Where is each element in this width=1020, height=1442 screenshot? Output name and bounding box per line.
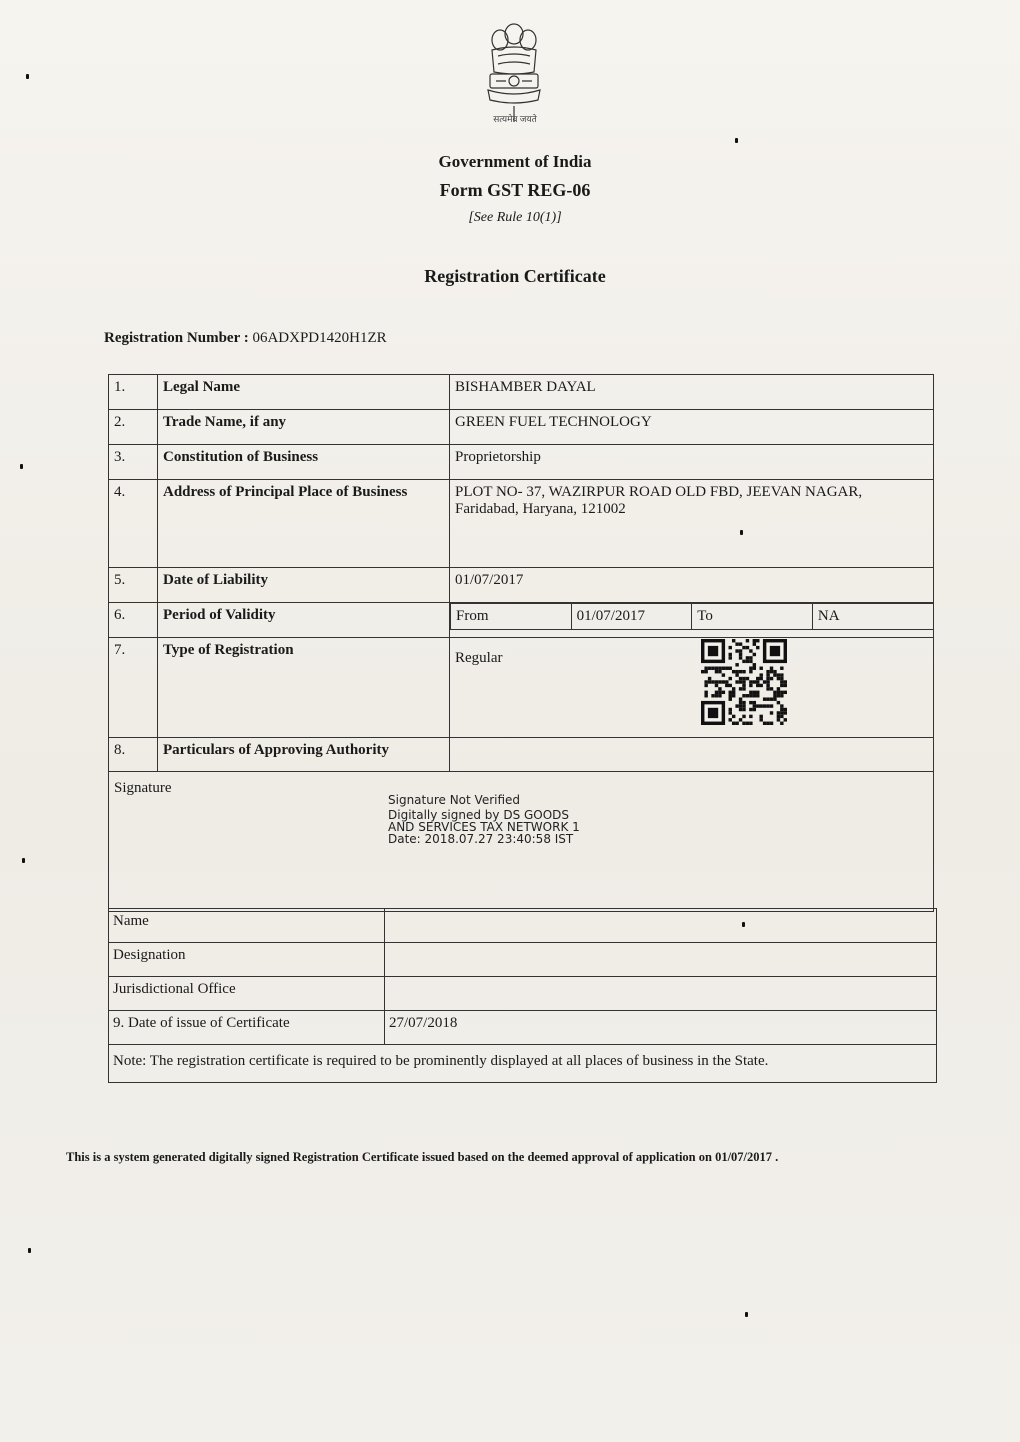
table-row	[109, 480, 934, 568]
row-number: 2.	[109, 410, 158, 445]
row-number: 3.	[109, 445, 158, 480]
row-number: 1.	[109, 375, 158, 410]
approving-authority-value	[450, 738, 934, 772]
certificate-title: Registration Certificate	[424, 266, 606, 286]
signature-label: Signature	[109, 772, 934, 912]
national-emblem	[478, 14, 550, 124]
validity-from-value: 01/07/2017	[571, 604, 692, 630]
legal-name-value: BISHAMBER DAYAL	[450, 375, 934, 410]
table-row	[109, 375, 934, 410]
system-generated-footer: This is a system generated digitally signed Registration Certificate issued based on the deemed approval of application on 01/07/2017 .	[66, 1150, 779, 1164]
row-label: Address of Principal Place of Business	[158, 480, 450, 568]
scan-speck	[26, 74, 29, 79]
validity-cell	[450, 603, 934, 638]
rule-reference: [See Rule 10(1)]	[468, 210, 562, 225]
form-heading: Form GST REG-06	[439, 180, 591, 200]
validity-from-label: From	[451, 604, 572, 630]
registration-number-value: 06ADXPD1420H1ZR	[252, 330, 387, 346]
table-row	[109, 1011, 937, 1045]
table-row	[109, 909, 937, 943]
qr-code	[700, 639, 788, 725]
scan-speck	[20, 464, 23, 469]
designation-label: Designation	[109, 943, 385, 977]
scan-speck	[28, 1248, 31, 1253]
row-number: 6.	[109, 603, 158, 638]
scan-speck	[740, 530, 743, 535]
name-value	[385, 909, 937, 943]
address-value: PLOT NO- 37, WAZIRPUR ROAD OLD FBD, JEEVAN NAGAR, Faridabad, Haryana, 121002	[450, 480, 934, 568]
jurisdictional-office-value	[385, 977, 937, 1011]
scan-speck	[735, 138, 738, 143]
government-heading: Government of India	[438, 152, 592, 171]
row-label: Particulars of Approving Authority	[158, 738, 450, 772]
table-row	[109, 977, 937, 1011]
row-number: 5.	[109, 568, 158, 603]
digital-signature-block	[388, 794, 580, 845]
table-row	[109, 638, 934, 738]
validity-to-label: To	[692, 604, 813, 630]
row-number: 4.	[109, 480, 158, 568]
row-number: 7.	[109, 638, 158, 738]
scan-speck	[745, 1312, 748, 1317]
row-label: Period of Validity	[158, 603, 450, 638]
row-label: Legal Name	[158, 375, 450, 410]
date-of-liability-value: 01/07/2017	[450, 568, 934, 603]
row-label: Trade Name, if any	[158, 410, 450, 445]
table-row	[109, 943, 937, 977]
jurisdictional-office-label: Jurisdictional Office	[109, 977, 385, 1011]
registration-type-value: Regular	[450, 638, 934, 738]
issue-date-label: 9. Date of issue of Certificate	[109, 1011, 385, 1045]
signature-date: Date: 2018.07.27 23:40:58 IST	[388, 832, 574, 846]
registration-note: Note: The registration certificate is required to be prominently displayed at all places of business in the State.	[109, 1045, 937, 1083]
table-row	[109, 410, 934, 445]
table-row	[109, 603, 934, 638]
signature-status: Signature Not Verified	[388, 793, 521, 807]
emblem-motto: सत्यमेव जयते	[493, 114, 537, 124]
table-row	[109, 1045, 937, 1083]
name-label: Name	[109, 909, 385, 943]
table-row	[109, 445, 934, 480]
scan-speck	[742, 922, 745, 927]
validity-subtable	[450, 603, 933, 630]
issue-date-value: 27/07/2018	[385, 1011, 937, 1045]
row-label: Type of Registration	[158, 638, 450, 738]
row-label: Date of Liability	[158, 568, 450, 603]
designation-value	[385, 943, 937, 977]
signature-signer-line1: Digitally signed by DS GOODS	[388, 808, 570, 822]
table-row	[109, 568, 934, 603]
table-row	[109, 738, 934, 772]
scan-speck	[22, 858, 25, 863]
authority-details-table	[108, 908, 937, 1083]
row-number: 8.	[109, 738, 158, 772]
trade-name-value: GREEN FUEL TECHNOLOGY	[450, 410, 934, 445]
row-label: Constitution of Business	[158, 445, 450, 480]
registration-number	[104, 330, 387, 347]
signature-signer-line2: AND SERVICES TAX NETWORK 1	[388, 820, 580, 834]
constitution-value: Proprietorship	[450, 445, 934, 480]
validity-to-value: NA	[812, 604, 933, 630]
registration-number-label: Registration Number :	[104, 330, 249, 346]
